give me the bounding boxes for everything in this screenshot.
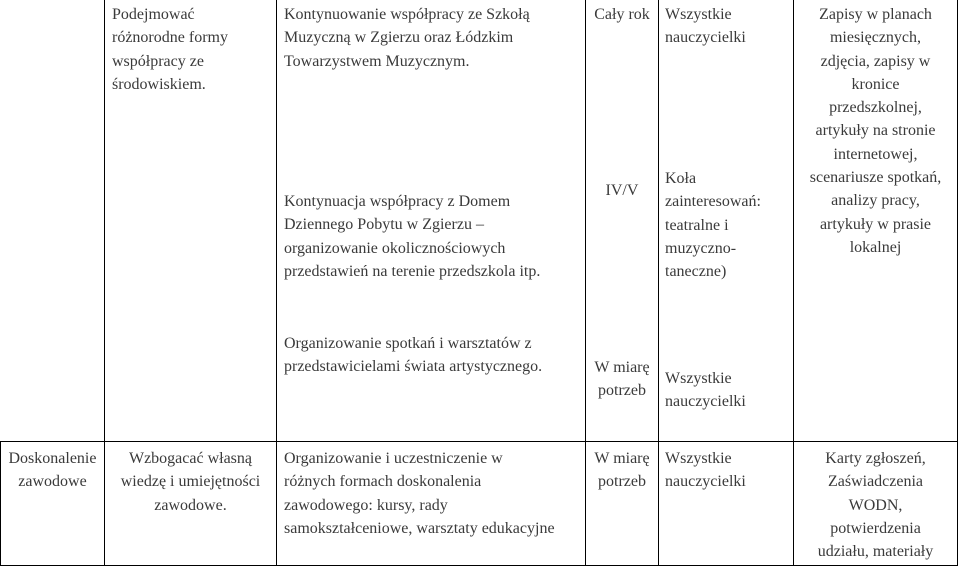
task-text-training: Organizowanie i uczestniczenie w różnych formach doskonalenia zawodowego: kursy, rady samokształceniowe, warsztaty edukacyjne (284, 450, 555, 537)
evidence-cell-text: Zapisy w planach miesięcznych, zdjęcia, zapisy w kronice przedszkolnej, artykuły na stronie internetowej, scenariusze spotkań, analizy pracy, artykuły w prasie lokalnej (809, 6, 942, 256)
task-text-artists-workshops: Organizowanie spotkań i warsztatów z przedstawicielami świata artystycznego. (284, 335, 543, 376)
row-divider (0, 441, 958, 442)
term-cell-whole-year: Cały rok (594, 6, 650, 23)
responsible-cell-interest-clubs: Koła zainteresowań: teatralne i muzyczno- taneczne) (665, 170, 761, 281)
term-cell-as-needed: W miarę potrzeb (594, 359, 650, 400)
term-cell-iv-v: IV/V (605, 182, 639, 199)
responsible-cell-all-teachers: Wszystkie nauczycielki (665, 6, 746, 47)
term-cell-as-needed-2: W miarę potrzeb (594, 450, 650, 491)
responsible-cell-all-teachers-2: Wszystkie nauczycielki (665, 370, 746, 411)
area-cell-professional-development: Doskonalenie zawodowe (8, 450, 97, 491)
column-divider-2 (276, 0, 277, 566)
task-text-music-school: Kontynuowanie współpracy ze Szkołą Muzyczną w Zgierzu oraz Łódzkim Towarzystwem Muzycznym. (284, 6, 530, 70)
goal-cell-enrich-knowledge: Wzbogacać własną wiedzę i umiejętności zawodowe. (120, 450, 261, 514)
goal-cell-text: Podejmować różnorodne formy współpracy ze środowiskiem. (112, 6, 228, 93)
column-divider-4 (658, 0, 659, 566)
table-border-right (957, 0, 958, 566)
task-text-day-care-home: Kontynuacja współpracy z Domem Dziennego Pobytu w Zgierzu – organizowanie okolicznościowych przedstawień na terenie przedszkola itp. (284, 193, 541, 280)
responsible-cell-all-teachers-3: Wszystkie nauczycielki (665, 450, 746, 491)
evidence-cell-certificates: Karty zgłoszeń, Zaświadczenia WODN, potwierdzenia udziału, materiały (817, 450, 934, 561)
